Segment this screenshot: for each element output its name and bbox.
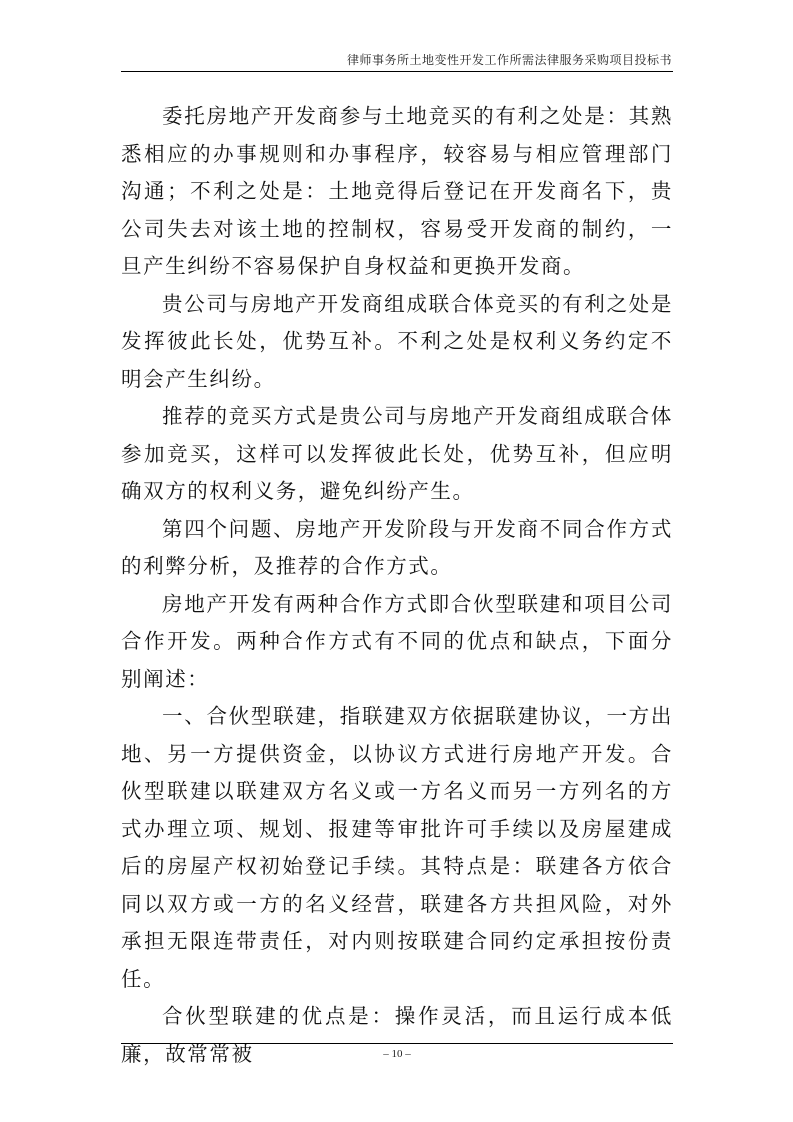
paragraph: 一、合伙型联建，指联建双方依据联建协议，一方出地、另一方提供资金，以协议方式进行房地产开发。合伙型联建以联建双方名义或一方名义而另一方列名的方式办理立项、规划、报建等审批许可手续以及房屋建成后的房屋产权初始登记手续。其特点是：联建各方依合同以双方或一方的名义经营，联建各方共担风险，对外承担无限连带责任，对内则按联建合同约定承担按份责任。 bbox=[121, 704, 673, 991]
paragraph: 推荐的竞买方式是贵公司与房地产开发商组成联合体参加竞买，这样可以发挥彼此长处，优势互补，但应明确双方的权利义务，避免纠纷产生。 bbox=[121, 404, 673, 503]
running-header: 律师事务所土地变性开发工作所需法律服务采购项目投标书 bbox=[346, 53, 672, 67]
section-heading: 第四个问题、房地产开发阶段与开发商不同合作方式的利弊分析，及推荐的合作方式。 bbox=[121, 516, 673, 578]
paragraph: 贵公司与房地产开发商组成联合体竞买的有利之处是发挥彼此长处，优势互补。不利之处是权利义务约定不明会产生纠纷。 bbox=[121, 291, 673, 391]
page-number: – 10 – bbox=[383, 1048, 411, 1060]
header-divider bbox=[121, 71, 673, 72]
footer-divider bbox=[121, 1043, 673, 1044]
document-body bbox=[121, 98, 673, 1073]
paragraph: 合伙型联建的优点是：操作灵活，而且运行成本低廉，故常常被 bbox=[121, 1004, 673, 1066]
paragraph: 委托房地产开发商参与土地竞买的有利之处是：其熟悉相应的办事规则和办事程序，较容易与相应管理部门沟通；不利之处是：土地竞得后登记在开发商名下，贵公司失去对该土地的控制权，容易受开发商的制约，一旦产生纠纷不容易保护自身权益和更换开发商。 bbox=[121, 104, 673, 278]
paragraph: 房地产开发有两种合作方式即合伙型联建和项目公司合作开发。两种合作方式有不同的优点和缺点，下面分别阐述： bbox=[121, 591, 673, 691]
